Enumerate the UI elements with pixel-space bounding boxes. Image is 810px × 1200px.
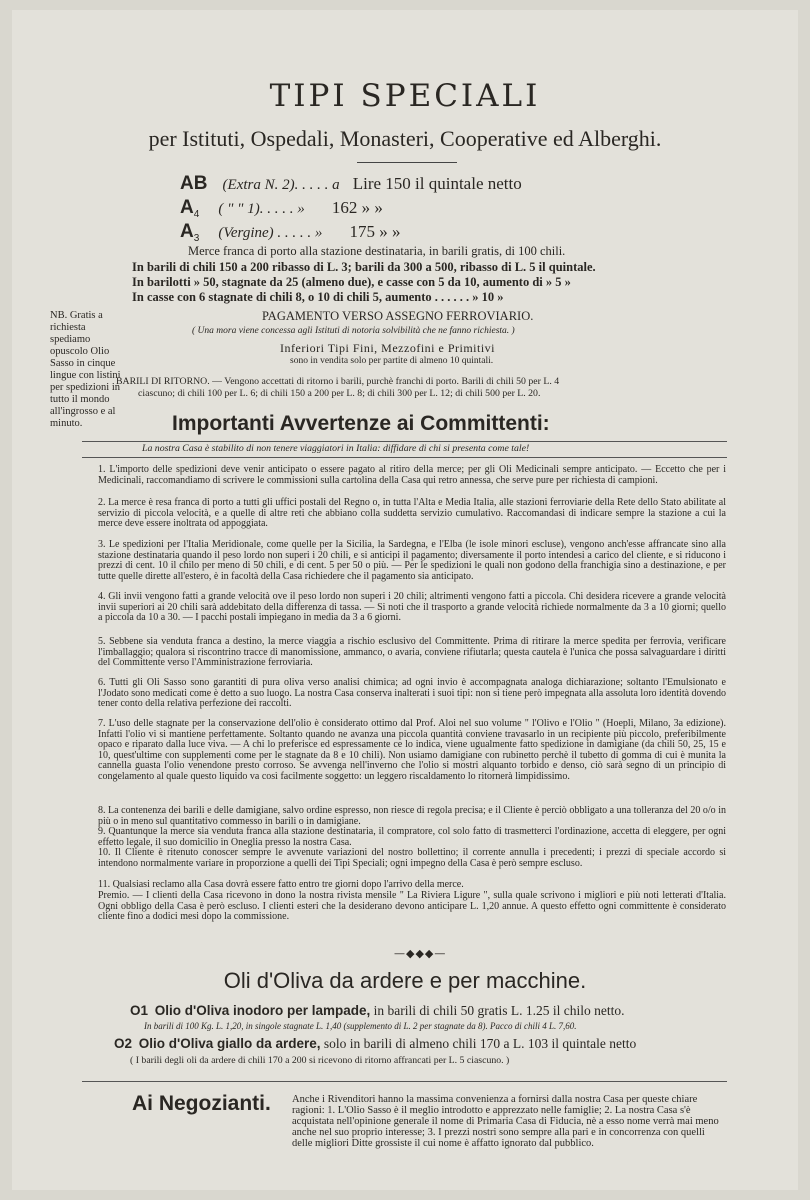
payment-title: PAGAMENTO VERSO ASSEGNO FERROVIARIO. — [262, 309, 534, 323]
warning-item: 4. Gli invii vengono fatti a grande velocità ove il peso lordo non superi i 20 chili; altrimenti vengono fatti a piccola. Chi desidera ricevere a grande velocità invii superiori ai 20 chili sarà addebitato della differenza di tassa. — Si noti che il trasporto a grande velocità richiede normalmente da 3 a 10 giorni; quello a piccola da 10 a 30. — I pacchi postali impiegano in media da 3 a 6 giorni. — [98, 591, 726, 623]
oil-row: O1 Olio d'Oliva inodoro per lampade, in barili di chili 50 gratis L. 1.25 il chilo netto. — [130, 1003, 625, 1018]
price-row: $A_3$ (Vergine) . . . . . » 175 » » — [180, 221, 401, 245]
warning-item: 11. Qualsiasi reclamo alla Casa dovrà essere fatto entro tre giorni dopo l'arrivo della merce. — [98, 879, 464, 890]
negozianti-text-1: Anche i Rivenditori hanno la massima convenienza a fornirsi dalla nostra Casa per queste chiare ragioni: 1. L'Olio Sasso è il meglio introdotto e apprezzato nelle famiglie; 2. La nostra Casa s'è acquistata nell'opinione generale il nome di Primaria Casa di Fiducia, nè a esso nome verrà mai meno anche nel suo proprio interesse; 3. I prezzi nostri sono sempre alla pari e in concorrenza con quelli delle migliori Ditte grossiste il cui nome è affatto ignorato dal pubblico. — [292, 1094, 719, 1149]
shipping-line: In casse con 6 stagnate di chili 8, o 10 di chili 5, aumento . . . . . . » 10 » — [132, 290, 504, 304]
shipping-line: In barili di chili 150 a 200 ribasso di L. 3; barili da 300 a 500, ribasso di L. 5 il quintale. — [132, 260, 596, 274]
warning-item: 3. Le spedizioni per l'Italia Meridionale, come quelle per la Sicilia, la Sardegna, e l'Elba (le isole minori escluse), vengono anch'esse affrancate sino alla stazione destinataria quando il peso lordo non superi i 20 chili, e si anticipi il pagamento; diversamente il porto intendesi a carico del cliente, e si riducono i prezzi di cent. 10 il chilo per meno di 50 chili, e di cent. 5 per 50 o più. — Per le spedizioni le quali non godono della franchigia sino a destinazione, e per tutte quelle dirette all'estero, è in facoltà della Casa richiedere che il pagamento sia anticipato. — [98, 539, 726, 582]
warning-item: 2. La merce è resa franca di porto a tutti gli uffici postali del Regno o, in tutta l'Alta e Media Italia, alle stazioni ferroviarie della Rete dello Stato abilitate al servizio di piccola velocità, e a quelle di altre reti che abbiano colla suddetta servizio cumulativo. Raccomandasi di indicare sempre la stazione a cui la merce deve essere inoltrata od appoggiata. — [98, 497, 726, 529]
side-note: NB. Gratis a richiesta spediamo opuscolo Olio Sasso in cinque lingue con listini per spedizioni in tutto il mondo all'ingrosso e al minuto. — [50, 310, 121, 429]
warning-item: 9. Quantunque la merce sia venduta franca alla stazione destinataria, il compratore, col solo fatto di trasmetterci l'ordinazione, accetta di eleggere, per ogni effetto legale, il suo domicilio in Oneglia presso la nostra Casa. — [98, 826, 726, 848]
price-row: $A_4$ ( " " 1). . . . . » 162 » » — [180, 197, 383, 221]
price-row: AB (Extra N. 2). . . . . a Lire 150 il quintale netto — [180, 173, 522, 194]
negozianti-rule — [82, 1081, 727, 1082]
warning-item: 6. Tutti gli Oli Sasso sono garantiti di pura oliva verso analisi chimica; ad ogni invio è accompagnata analoga dichiarazione; soltanto l'Emulsionato e l'Jodato sono medicati come è detto a suo luogo. La nostra Casa conserva inalterati i suoi tipi: non si tiene però impegnata alla assoluta loro identità dovendo tener conto della relativa perfezione dei raccolti. — [98, 677, 726, 709]
warning-item: Premio. — I clienti della Casa ricevono in dono la nostra rivista mensile " La Riviera Ligure ", sulla quale scrivono i migliori e più noti letterati d'Italia. Ogni obbligo della Casa è però escluso. I clienti esteri che la desiderano devono anticipare L. 1,20 annue. A questo effetto ogni committente è considerato cliente fino a dodici mesi dopo la commissione. — [98, 890, 726, 922]
oil-sub: In barili di 100 Kg. L. 1,20, in singole stagnate L. 1,40 (supplemento di L. 2 per stagnate da 8). Pacco di chili 4 L. 7,60. — [144, 1021, 577, 1031]
oils-title: Oli d'Oliva da ardere e per macchine. — [223, 968, 587, 993]
warnings-title: Importanti Avvertenze ai Committenti: — [172, 412, 550, 435]
ornament: —◆◆◆— — [394, 947, 447, 960]
inferiori-line: Inferiori Tipi Fini, Mezzofini e Primitivi — [280, 341, 495, 355]
page-subtitle: per Istituti, Ospedali, Monasteri, Cooperative ed Alberghi. — [148, 126, 662, 151]
barili-line: ciascuno; di chili 100 per L. 6; di chili 150 a 200 per L. 8; di chili 300 per L. 12; di chili 500 per L. 20. — [138, 388, 541, 399]
warnings-rule — [82, 441, 727, 442]
oil-sub: ( I barili degli oli da ardere di chili 170 a 200 si ricevono di ritorno affrancati per L. 5 ciascuno. ) — [130, 1055, 510, 1066]
payment-note: ( Una mora viene concessa agli Istituti di notoria solvibilità che ne fanno richiesta. ) — [192, 326, 515, 336]
warning-item: 10. Il Cliente è ritenuto conoscer sempre le avvenute variazioni del nostro bollettino; il corrente annulla i precedenti; i prezzi di speciale accordo si intendono normalmente variare in proporzione a quelli dei Tipi Speciali; ogni impegno della Casa è però sempre escluso. — [98, 847, 726, 869]
warning-item: 7. L'uso delle stagnate per la conservazione dell'olio è considerato ottimo dal Prof. Aloi nel suo volume " l'Olivo e l'Olio " (Hoepli, Milano, 3a edizione). Infatti l'olio vi si mantiene perfettamente. Soltanto quando ne avanza una piccola quantità conviene travasarlo in un recipiente più piccolo, preferibilmente opaco e riparato dalla luce viva. — A chi lo preferisce ed espressamente ce lo indica, viene ugualmente fatto spedizione in damigiane (da chili 50, 25, 15 e 10, quest'ultime con supplementi come per le stagnate da 8 e 10 chili). Non usiamo damigiane con rubinetto perchè il tubetto di gomma di cui è munita la cannella guasta l'olio venendone presto corroso. Se avvenga nell'inverno che l'olio si mostri alquanto torbido e denso, ciò sarà segno di un principio di congelamento al quale questo liquido va così facilmente soggetto: un leggero riscaldamento lo ritornerà limpidissimo. — [98, 718, 726, 782]
warnings-subtitle: La nostra Casa è stabilito di non tenere viaggiatori in Italia: diffidare di chi si presenta come tale! — [142, 443, 530, 454]
shipping-line: In barilotti » 50, stagnate da 25 (almeno due), e casse con 5 da 10, aumento di » 5 » — [132, 275, 571, 289]
page-title: TIPI SPECIALI — [269, 78, 541, 114]
title-rule — [357, 162, 457, 163]
negozianti-title: Ai Negozianti. — [132, 1092, 271, 1115]
shipping-line: Merce franca di porto alla stazione destinataria, in barili gratis, di 100 chili. — [188, 244, 566, 258]
warning-item: 5. Sebbene sia venduta franca a destino, la merce viaggia a rischio esclusivo del Committente. Prima di ritirare la merce spedita per ferrovia, verificare l'imballaggio; qualora si riscontrino tracce di manomissione, ammanco, o avaria, conviene rifiutarla; questa cautela è l'unica che possa salvaguardare i diritti del Committente verso l'Amministrazione ferroviaria. — [98, 636, 726, 668]
inferiori-sub: sono in vendita solo per partite di almeno 10 quintali. — [290, 356, 494, 366]
warning-item: 8. La contenenza dei barili e delle damigiane, salvo ordine espresso, non riesce di regola precisa; e il Cliente è perciò obbligato a una tolleranza del 20 o/o in più o in meno sul quantitativo commesso in barili o in damigiane. — [98, 805, 726, 827]
barili-line: BARILI DI RITORNO. — Vengono accettati di ritorno i barili, purchè franchi di porto. Barili di chili 50 per L. 4 — [116, 376, 560, 387]
warnings-rule — [82, 457, 727, 458]
warning-item: 1. L'importo delle spedizioni deve venir anticipato o essere pagato al ritiro della merce; per gli Oli Medicinali sempre anticipato. — Eccetto che per i Medicinali, raccomandiamo di scrivere le commissioni sulla cartolina della Casa qui retro annessa, che serve pure per richiesta di campioni. — [98, 464, 726, 486]
catalog-page — [12, 10, 798, 1190]
oil-row: O2 Olio d'Oliva giallo da ardere, solo in barili di almeno chili 170 a L. 103 il quintale netto — [114, 1036, 637, 1051]
